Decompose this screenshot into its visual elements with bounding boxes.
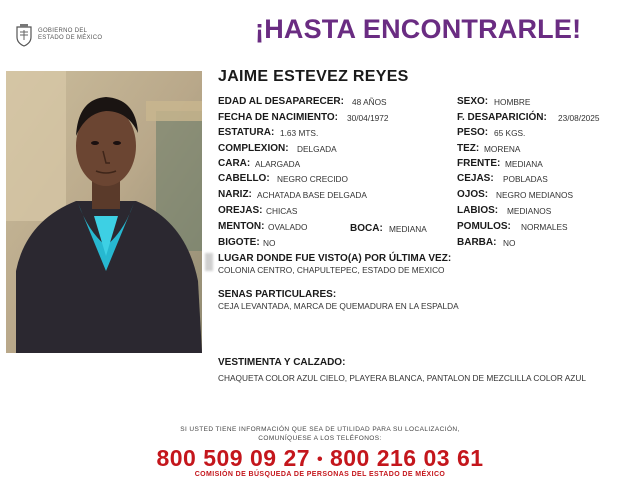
field-value-barba: NO <box>503 238 516 248</box>
phone-numbers <box>0 445 640 472</box>
field-label: FECHA DE NACIMIENTO: <box>218 112 338 123</box>
field-label: FRENTE: <box>457 158 501 169</box>
field-sexo <box>457 96 488 108</box>
field-value-desaparicion: 23/08/2025 <box>558 113 600 123</box>
field-value-fecha-nacimiento: 30/04/1972 <box>347 113 389 123</box>
headline: ¡HASTA ENCONTRARLE! <box>255 14 582 44</box>
field-value-nariz: ACHATADA BASE DELGADA <box>257 190 367 200</box>
info-line-1: SI USTED TIENE INFORMACIÓN QUE SEA DE UTILIDAD PARA SU LOCALIZACIÓN, <box>180 426 460 433</box>
field-label: EDAD AL DESAPARECER: <box>218 96 344 107</box>
field-cabello <box>218 173 270 185</box>
government-logo <box>14 22 124 48</box>
gov-line-2: ESTADO DE MÉXICO <box>38 35 103 41</box>
field-value-estatura: 1.63 MTS. <box>280 128 319 138</box>
field-pomulos <box>457 221 511 233</box>
field-value-ojos: NEGRO MEDIANOS <box>496 190 573 200</box>
field-fecha-nacimiento <box>218 112 338 124</box>
field-value-bigote: NO <box>263 238 276 248</box>
last-seen-title: LUGAR DONDE FUE VISTO(A) POR ÚLTIMA VEZ: <box>218 253 452 264</box>
field-value-cara: ALARGADA <box>255 159 301 169</box>
field-value-sexo: HOMBRE <box>494 97 531 107</box>
field-label: CEJAS: <box>457 173 494 184</box>
clothing-text: CHAQUETA COLOR AZUL CIELO, PLAYERA BLANCA, PANTALON DE MEZCLILLA COLOR AZUL <box>218 373 586 383</box>
field-label: POMULOS: <box>457 221 511 232</box>
field-label: OJOS: <box>457 189 489 200</box>
phone-number-2[interactable]: 800 216 03 61 <box>329 445 484 471</box>
field-cara <box>218 158 250 170</box>
info-line-2: COMUNÍQUESE A LOS TELÉFONOS: <box>258 435 382 442</box>
field-tez <box>457 143 479 155</box>
field-menton <box>218 221 264 233</box>
phone-separator: • <box>316 450 324 468</box>
gov-line-1: GOBIERNO DEL <box>38 28 88 34</box>
marks-title: SENAS PARTICULARES: <box>218 289 337 300</box>
field-orejas <box>218 205 262 217</box>
field-value-frente: MEDIANA <box>505 159 543 169</box>
field-edad <box>218 96 344 108</box>
redacted-mark <box>205 253 213 271</box>
field-bigote <box>218 237 260 249</box>
field-label: BARBA: <box>457 237 497 248</box>
field-nariz <box>218 189 252 201</box>
field-value-tez: MORENA <box>484 144 521 154</box>
marks-text: CEJA LEVANTADA, MARCA DE QUEMADURA EN LA ESPALDA <box>218 301 459 311</box>
field-label: BOCA: <box>350 223 383 234</box>
field-value-peso: 65 KGS. <box>494 128 526 138</box>
field-estatura <box>218 127 274 139</box>
field-barba <box>457 237 496 249</box>
field-label: CABELLO: <box>218 173 270 184</box>
field-label: OREJAS: <box>218 205 263 216</box>
field-labios <box>457 205 498 217</box>
commission-name: COMISIÓN DE BÚSQUEDA DE PERSONAS DEL ESTADO DE MÉXICO <box>194 471 446 478</box>
field-value-complexion: DELGADA <box>297 144 337 154</box>
field-label: LABIOS: <box>457 205 499 216</box>
last-seen-text: COLONIA CENTRO, CHAPULTEPEC, ESTADO DE MEXICO <box>218 265 445 275</box>
field-value-pomulos: NORMALES <box>521 222 568 232</box>
person-name: JAIME ESTEVEZ REYES <box>218 68 409 85</box>
field-value-edad: 48 AÑOS <box>352 97 387 107</box>
field-label: NARIZ: <box>218 189 252 200</box>
field-label: F. DESAPARICIÓN: <box>457 112 547 123</box>
field-label: COMPLEXION: <box>218 143 289 154</box>
field-value-menton: OVALADO <box>268 222 308 232</box>
field-label: TEZ: <box>457 143 480 154</box>
field-ojos <box>457 189 488 201</box>
field-frente <box>457 158 500 170</box>
field-label: CARA: <box>218 158 251 169</box>
field-value-boca: MEDIANA <box>389 224 427 234</box>
field-label: BIGOTE: <box>218 237 260 248</box>
field-label: PESO: <box>457 127 489 138</box>
field-value-cabello: NEGRO CRECIDO <box>277 174 348 184</box>
clothing-title: VESTIMENTA Y CALZADO: <box>218 357 346 368</box>
phone-number-1[interactable]: 800 509 09 27 <box>156 445 311 471</box>
person-photo <box>6 71 202 353</box>
field-label: SEXO: <box>457 96 489 107</box>
field-value-orejas: CHICAS <box>266 206 298 216</box>
field-label: MENTON: <box>218 221 265 232</box>
field-label: ESTATURA: <box>218 127 275 138</box>
field-cejas <box>457 173 494 185</box>
field-value-cejas: POBLADAS <box>503 174 548 184</box>
field-peso <box>457 127 488 139</box>
state-seal-icon <box>14 23 34 47</box>
field-complexion <box>218 143 289 155</box>
field-boca <box>350 223 383 235</box>
field-value-labios: MEDIANOS <box>507 206 552 216</box>
field-desaparicion <box>457 112 547 124</box>
